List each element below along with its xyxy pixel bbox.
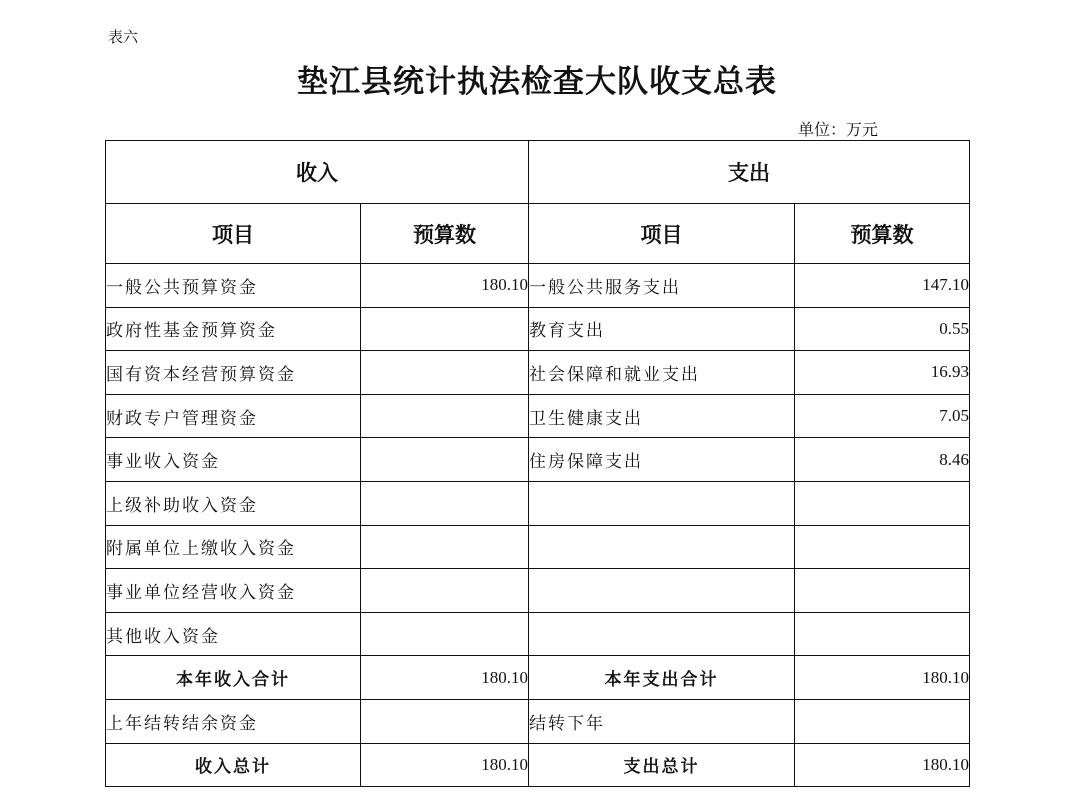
table-row [106, 481, 970, 525]
grand-total-row [106, 743, 970, 787]
income-value [361, 612, 529, 656]
income-value [361, 438, 529, 482]
year-expense-total-value: 180.10 [795, 656, 970, 700]
table-row [106, 351, 970, 395]
expense-item: 教育支出 [529, 307, 795, 351]
column-header-row [106, 204, 970, 264]
income-item: 上级补助收入资金 [106, 481, 361, 525]
expense-item [529, 612, 795, 656]
income-value [361, 525, 529, 569]
year-income-total-value: 180.10 [361, 656, 529, 700]
year-income-total-label: 本年收入合计 [106, 656, 361, 700]
table-row [106, 525, 970, 569]
income-item: 附属单位上缴收入资金 [106, 525, 361, 569]
expense-value: 147.10 [795, 264, 970, 308]
page-title: 垫江县统计执法检查大队收支总表 [297, 64, 777, 100]
income-item-header: 项目 [106, 204, 361, 264]
income-item: 事业收入资金 [106, 438, 361, 482]
grand-income-total-value: 180.10 [361, 743, 529, 787]
carryover-value [361, 699, 529, 743]
income-item: 一般公共预算资金 [106, 264, 361, 308]
expense-value [795, 612, 970, 656]
expense-item-header: 项目 [529, 204, 795, 264]
expense-value: 16.93 [795, 351, 970, 395]
expense-item [529, 525, 795, 569]
income-section-header: 收入 [106, 141, 529, 204]
section-header-row [106, 141, 970, 204]
income-budget-header: 预算数 [361, 204, 529, 264]
table-row [106, 394, 970, 438]
year-expense-total-label: 本年支出合计 [529, 656, 795, 700]
income-item: 其他收入资金 [106, 612, 361, 656]
income-item: 事业单位经营收入资金 [106, 569, 361, 613]
expense-value [795, 525, 970, 569]
table-row [106, 569, 970, 613]
expense-value: 8.46 [795, 438, 970, 482]
expense-item: 一般公共服务支出 [529, 264, 795, 308]
table-row [106, 438, 970, 482]
income-item: 国有资本经营预算资金 [106, 351, 361, 395]
grand-expense-total-value: 180.10 [795, 743, 970, 787]
grand-income-total-label: 收入总计 [106, 743, 361, 787]
income-item: 财政专户管理资金 [106, 394, 361, 438]
income-value [361, 394, 529, 438]
expense-value: 7.05 [795, 394, 970, 438]
table-row [106, 612, 970, 656]
expense-value [795, 569, 970, 613]
income-expense-table [105, 140, 970, 787]
income-value [361, 351, 529, 395]
grand-expense-total-label: 支出总计 [529, 743, 795, 787]
income-value [361, 307, 529, 351]
carryforward-label: 结转下年 [529, 699, 795, 743]
income-value [361, 569, 529, 613]
expense-value: 0.55 [795, 307, 970, 351]
expense-section-header: 支出 [529, 141, 970, 204]
carryover-row [106, 699, 970, 743]
table-row [106, 264, 970, 308]
expense-item: 社会保障和就业支出 [529, 351, 795, 395]
carryover-label: 上年结转结余资金 [106, 699, 361, 743]
table-label: 表六 [108, 28, 139, 46]
expense-budget-header: 预算数 [795, 204, 970, 264]
expense-item [529, 481, 795, 525]
year-total-row [106, 656, 970, 700]
expense-value [795, 481, 970, 525]
income-value [361, 481, 529, 525]
table-row [106, 307, 970, 351]
income-item: 政府性基金预算资金 [106, 307, 361, 351]
unit-label: 单位：万元 [798, 120, 879, 139]
expense-item: 卫生健康支出 [529, 394, 795, 438]
income-value: 180.10 [361, 264, 529, 308]
expense-item: 住房保障支出 [529, 438, 795, 482]
expense-item [529, 569, 795, 613]
carryforward-value [795, 699, 970, 743]
